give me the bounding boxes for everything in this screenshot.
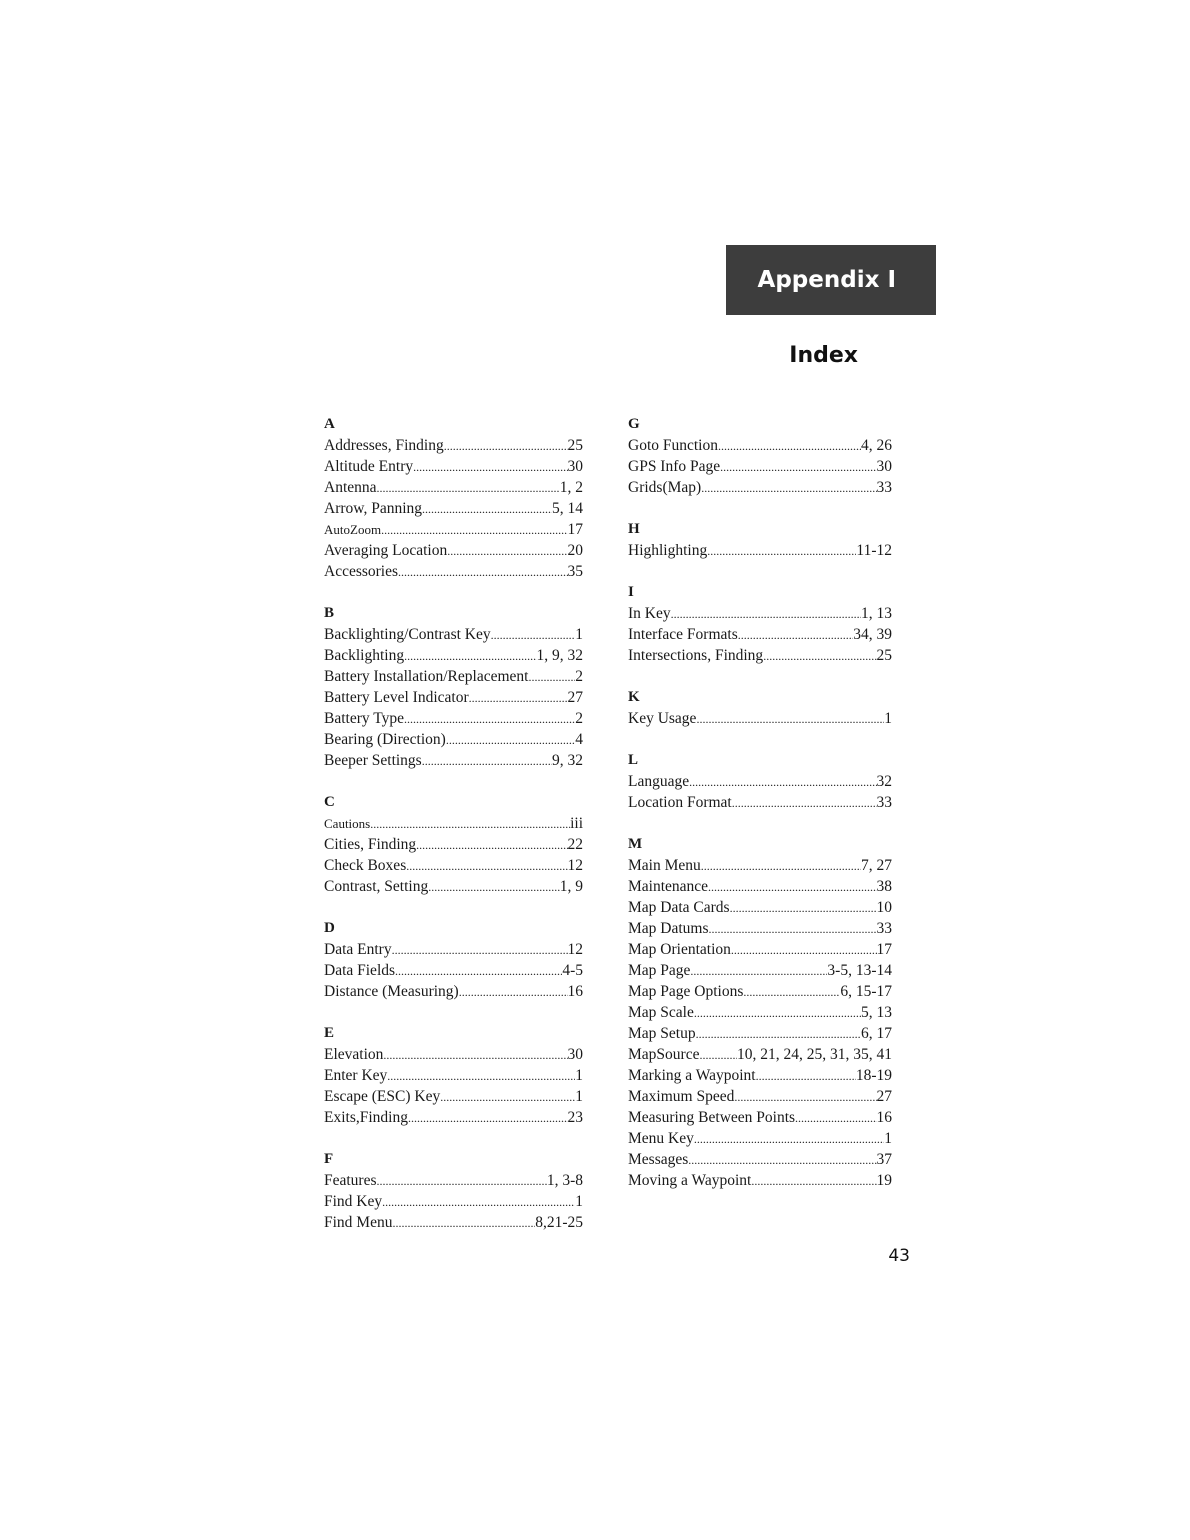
index-term: Main Menu	[628, 857, 701, 874]
section-letter: M	[628, 836, 643, 852]
section-letter: C	[324, 794, 335, 810]
dot-leader	[743, 981, 840, 1003]
index-page-ref: 25	[567, 437, 583, 454]
section-letter: G	[628, 416, 640, 432]
index-term: Cautions	[324, 816, 371, 831]
index-term: Messages	[628, 1151, 689, 1168]
dot-leader	[707, 540, 856, 562]
page-number: 43	[888, 1246, 910, 1266]
index-page-ref: 32	[876, 773, 892, 790]
index-page-ref: 16	[876, 1109, 892, 1126]
index-entry	[628, 477, 892, 498]
index-term: Moving a Waypoint	[628, 1172, 752, 1189]
index-term: Highlighting	[628, 542, 708, 559]
dot-leader	[694, 1128, 884, 1150]
index-page-ref: 4-5	[562, 962, 583, 979]
index-page-ref: 1, 13	[861, 605, 892, 622]
page-title: Index	[789, 343, 858, 368]
index-entry	[628, 939, 892, 960]
index-term: MapSource	[628, 1046, 700, 1063]
dot-leader	[720, 456, 876, 478]
index-term: Enter Key	[324, 1067, 388, 1084]
dot-leader	[387, 1065, 575, 1087]
index-page-ref: 6, 15-17	[840, 983, 892, 1000]
index-term: Features	[324, 1172, 377, 1189]
index-entry	[324, 477, 583, 498]
index-entry	[628, 1149, 892, 1170]
index-term: Map Orientation	[628, 941, 731, 958]
index-term: AutoZoom	[324, 522, 382, 537]
index-term: Find Menu	[324, 1214, 393, 1231]
index-entry	[628, 960, 892, 981]
index-page-ref: 1	[575, 626, 583, 643]
index-section-l	[628, 750, 892, 813]
index-entry	[628, 645, 892, 666]
index-page-ref: 4	[575, 731, 583, 748]
index-page-ref: 1	[575, 1088, 583, 1105]
index-page-ref: 11-12	[856, 542, 892, 559]
index-entry	[324, 750, 583, 771]
index-term: Interface Formats	[628, 626, 738, 643]
index-term: Addresses, Finding	[324, 437, 444, 454]
index-section-k	[628, 687, 892, 729]
index-term: Map Page Options	[628, 983, 744, 1000]
section-letter: F	[324, 1151, 334, 1167]
dot-leader	[732, 792, 877, 814]
index-page-ref: 1	[575, 1193, 583, 1210]
dot-leader	[756, 1065, 856, 1087]
section-letter: E	[324, 1025, 335, 1041]
index-entry	[324, 1212, 583, 1233]
dot-leader	[730, 897, 877, 919]
index-page-ref: 35	[567, 563, 583, 580]
dot-leader	[528, 666, 575, 688]
index-entry	[628, 792, 892, 813]
index-entry	[628, 435, 892, 456]
index-term: Cities, Finding	[324, 836, 417, 853]
index-page-ref: 1	[575, 1067, 583, 1084]
index-page-ref: 23	[567, 1109, 583, 1126]
dot-leader	[392, 1212, 535, 1234]
index-page-ref: 2	[575, 710, 583, 727]
dot-leader	[428, 876, 560, 898]
section-letter: A	[324, 416, 335, 432]
index-term: Data Entry	[324, 941, 392, 958]
index-term: Map Scale	[628, 1004, 694, 1021]
index-term: Battery Installation/Replacement	[324, 668, 529, 685]
index-term: Altitude Entry	[324, 458, 414, 475]
index-term: Accessories	[324, 563, 399, 580]
dot-leader	[671, 603, 861, 625]
index-page-ref: 12	[567, 857, 583, 874]
index-entry	[628, 603, 892, 624]
index-entry	[628, 1065, 892, 1086]
index-entry	[324, 981, 583, 1002]
index-page-ref: 30	[567, 1046, 583, 1063]
index-page-ref: 34, 39	[853, 626, 892, 643]
dot-leader	[406, 855, 567, 877]
dot-leader	[690, 960, 827, 982]
index-entry	[628, 624, 892, 645]
dot-leader	[416, 834, 567, 856]
index-entry	[324, 645, 583, 666]
index-entry	[628, 855, 892, 876]
index-page-ref: 12	[567, 941, 583, 958]
index-page-ref: 5, 13	[861, 1004, 892, 1021]
index-page-ref: 9, 32	[552, 752, 583, 769]
index-entry	[324, 939, 583, 960]
index-term: Escape (ESC) Key	[324, 1088, 441, 1105]
index-entry	[324, 687, 583, 708]
index-page-ref: 17	[876, 941, 892, 958]
index-page-ref: 5, 14	[552, 500, 583, 517]
index-term: Backlighting/Contrast Key	[324, 626, 491, 643]
index-term: Map Datums	[628, 920, 709, 937]
dot-leader	[377, 477, 560, 499]
index-entry	[628, 1170, 892, 1191]
index-page-ref: 38	[876, 878, 892, 895]
index-page-ref: 27	[567, 689, 583, 706]
index-entry	[628, 1128, 892, 1149]
index-page-ref: 33	[876, 920, 892, 937]
dot-leader	[459, 981, 568, 1003]
index-term: Beeper Settings	[324, 752, 422, 769]
index-entry	[324, 435, 583, 456]
dot-leader	[446, 729, 575, 751]
index-term: Exits,Finding	[324, 1109, 408, 1126]
index-page-ref: 2	[575, 668, 583, 685]
dot-leader	[413, 456, 567, 478]
index-entry	[628, 897, 892, 918]
index-entry	[324, 456, 583, 477]
index-term: Measuring Between Points	[628, 1109, 796, 1126]
index-page-ref: 17	[567, 521, 583, 538]
index-term: Goto Function	[628, 437, 718, 454]
index-page-ref: 37	[876, 1151, 892, 1168]
index-page-ref: 4, 26	[861, 437, 892, 454]
index-page-ref: 18-19	[855, 1067, 892, 1084]
index-term: Battery Level Indicator	[324, 689, 469, 706]
index-entry	[324, 624, 583, 645]
index-term: Averaging Location	[324, 542, 448, 559]
index-term: Language	[628, 773, 690, 790]
index-entry	[324, 561, 583, 582]
index-page-ref: 16	[567, 983, 583, 1000]
index-entry	[628, 1002, 892, 1023]
dot-leader	[392, 939, 568, 961]
index-term: Find Key	[324, 1193, 383, 1210]
index-entry	[324, 666, 583, 687]
dot-leader	[738, 624, 854, 646]
index-entry	[628, 918, 892, 939]
index-term: Maximum Speed	[628, 1088, 735, 1105]
index-term: In Key	[628, 605, 671, 622]
index-page-ref: 10, 21, 24, 25, 31, 35, 41	[737, 1046, 892, 1063]
index-term: Antenna	[324, 479, 377, 496]
index-term: Bearing (Direction)	[324, 731, 446, 748]
index-page-ref: 6, 17	[861, 1025, 892, 1042]
index-term: Grids(Map)	[628, 479, 702, 496]
dot-leader	[404, 645, 536, 667]
index-entry	[628, 456, 892, 477]
dot-leader	[694, 1002, 861, 1024]
index-section-f	[324, 1149, 583, 1233]
index-entry	[324, 708, 583, 729]
index-entry	[324, 1170, 583, 1191]
index-term: Key Usage	[628, 710, 697, 727]
index-entry	[324, 834, 583, 855]
index-term: Intersections, Finding	[628, 647, 764, 664]
index-term: Arrow, Panning	[324, 500, 423, 517]
index-entry	[324, 1044, 583, 1065]
section-letter: H	[628, 521, 640, 537]
appendix-tab-label: Appendix I	[757, 267, 896, 293]
index-term: Location Format	[628, 794, 732, 811]
index-entry	[324, 876, 583, 897]
index-entry	[324, 960, 583, 981]
index-page-ref: 1, 2	[559, 479, 583, 496]
index-page-ref: 3-5, 13-14	[827, 962, 892, 979]
dot-leader	[718, 435, 861, 457]
index-entry	[324, 729, 583, 750]
dot-leader	[422, 498, 552, 520]
dot-leader	[699, 1044, 737, 1066]
index-page-ref: 25	[876, 647, 892, 664]
index-entry	[324, 1107, 583, 1128]
dot-leader	[408, 1107, 568, 1129]
index-page-ref: 19	[876, 1172, 892, 1189]
index-page-ref: 1	[884, 710, 892, 727]
dot-leader	[731, 939, 877, 961]
index-term: Contrast, Setting	[324, 878, 429, 895]
index-entry	[324, 498, 583, 519]
dot-leader	[701, 855, 861, 877]
index-entry	[324, 540, 583, 561]
index-entry	[628, 876, 892, 897]
index-term: Map Page	[628, 962, 691, 979]
index-entry	[324, 1065, 583, 1086]
dot-leader	[444, 435, 568, 457]
index-section-e	[324, 1023, 583, 1128]
index-section-b	[324, 603, 583, 771]
index-page-ref: iii	[570, 815, 583, 832]
dot-leader	[688, 1149, 876, 1171]
section-letter: I	[628, 584, 634, 600]
index-term: Marking a Waypoint	[628, 1067, 756, 1084]
index-term: GPS Info Page	[628, 458, 721, 475]
index-page-ref: 7, 27	[861, 857, 892, 874]
index-entry	[628, 1086, 892, 1107]
dot-leader	[734, 1086, 876, 1108]
index-section-c	[324, 792, 583, 897]
index-page-ref: 27	[876, 1088, 892, 1105]
index-term: Check Boxes	[324, 857, 407, 874]
index-page-ref: 22	[567, 836, 583, 853]
index-page-ref: 1, 9	[559, 878, 583, 895]
index-page-ref: 33	[876, 479, 892, 496]
dot-leader	[491, 624, 576, 646]
index-page-ref: 20	[567, 542, 583, 559]
section-letter: K	[628, 689, 640, 705]
index-term: Backlighting	[324, 647, 405, 664]
index-page-ref: 1	[884, 1130, 892, 1147]
dot-leader	[751, 1170, 876, 1192]
index-term: Map Setup	[628, 1025, 696, 1042]
index-page-ref: 10	[876, 899, 892, 916]
index-page-ref: 1, 3-8	[546, 1172, 583, 1189]
index-page-ref: 33	[876, 794, 892, 811]
index-entry	[324, 855, 583, 876]
index-entry	[628, 540, 892, 561]
index-column-right	[628, 414, 892, 1212]
dot-leader	[398, 561, 567, 583]
dot-leader	[696, 1023, 861, 1045]
dot-leader	[404, 708, 575, 730]
dot-leader	[763, 645, 876, 667]
dot-leader	[377, 1170, 547, 1192]
dot-leader	[708, 876, 876, 898]
index-term: Distance (Measuring)	[324, 983, 459, 1000]
dot-leader	[447, 540, 567, 562]
index-page-ref: 30	[567, 458, 583, 475]
index-section-i	[628, 582, 892, 666]
index-entry	[628, 708, 892, 729]
index-entry	[628, 1044, 892, 1065]
dot-leader	[382, 1191, 575, 1213]
dot-leader	[689, 771, 876, 793]
dot-leader	[469, 687, 568, 709]
index-entry	[324, 519, 583, 540]
index-section-a	[324, 414, 583, 582]
index-entry	[324, 1191, 583, 1212]
index-entry	[324, 1086, 583, 1107]
dot-leader	[696, 708, 884, 730]
index-entry	[628, 1023, 892, 1044]
index-section-h	[628, 519, 892, 561]
section-letter: B	[324, 605, 335, 621]
index-entry	[628, 771, 892, 792]
index-page-ref: 30	[876, 458, 892, 475]
section-letter: D	[324, 920, 335, 936]
index-term: Battery Type	[324, 710, 404, 727]
index-section-g	[628, 414, 892, 498]
dot-leader	[701, 477, 876, 499]
dot-leader	[395, 960, 562, 982]
dot-leader	[709, 918, 877, 940]
index-term: Map Data Cards	[628, 899, 730, 916]
index-section-d	[324, 918, 583, 1002]
dot-leader	[370, 813, 570, 835]
index-term: Data Fields	[324, 962, 396, 979]
index-page-ref: 8,21-25	[535, 1214, 583, 1231]
dot-leader	[383, 1044, 567, 1066]
appendix-tab	[726, 245, 936, 315]
index-page-ref: 1, 9, 32	[536, 647, 583, 664]
index-section-m	[628, 834, 892, 1191]
index-entry	[628, 981, 892, 1002]
index-column-left	[324, 414, 583, 1254]
dot-leader	[795, 1107, 876, 1129]
dot-leader	[440, 1086, 575, 1108]
index-entry	[324, 813, 583, 834]
dot-leader	[381, 519, 567, 541]
index-term: Menu Key	[628, 1130, 694, 1147]
dot-leader	[422, 750, 552, 772]
index-entry	[628, 1107, 892, 1128]
index-term: Maintenance	[628, 878, 709, 895]
index-term: Elevation	[324, 1046, 384, 1063]
section-letter: L	[628, 752, 639, 768]
